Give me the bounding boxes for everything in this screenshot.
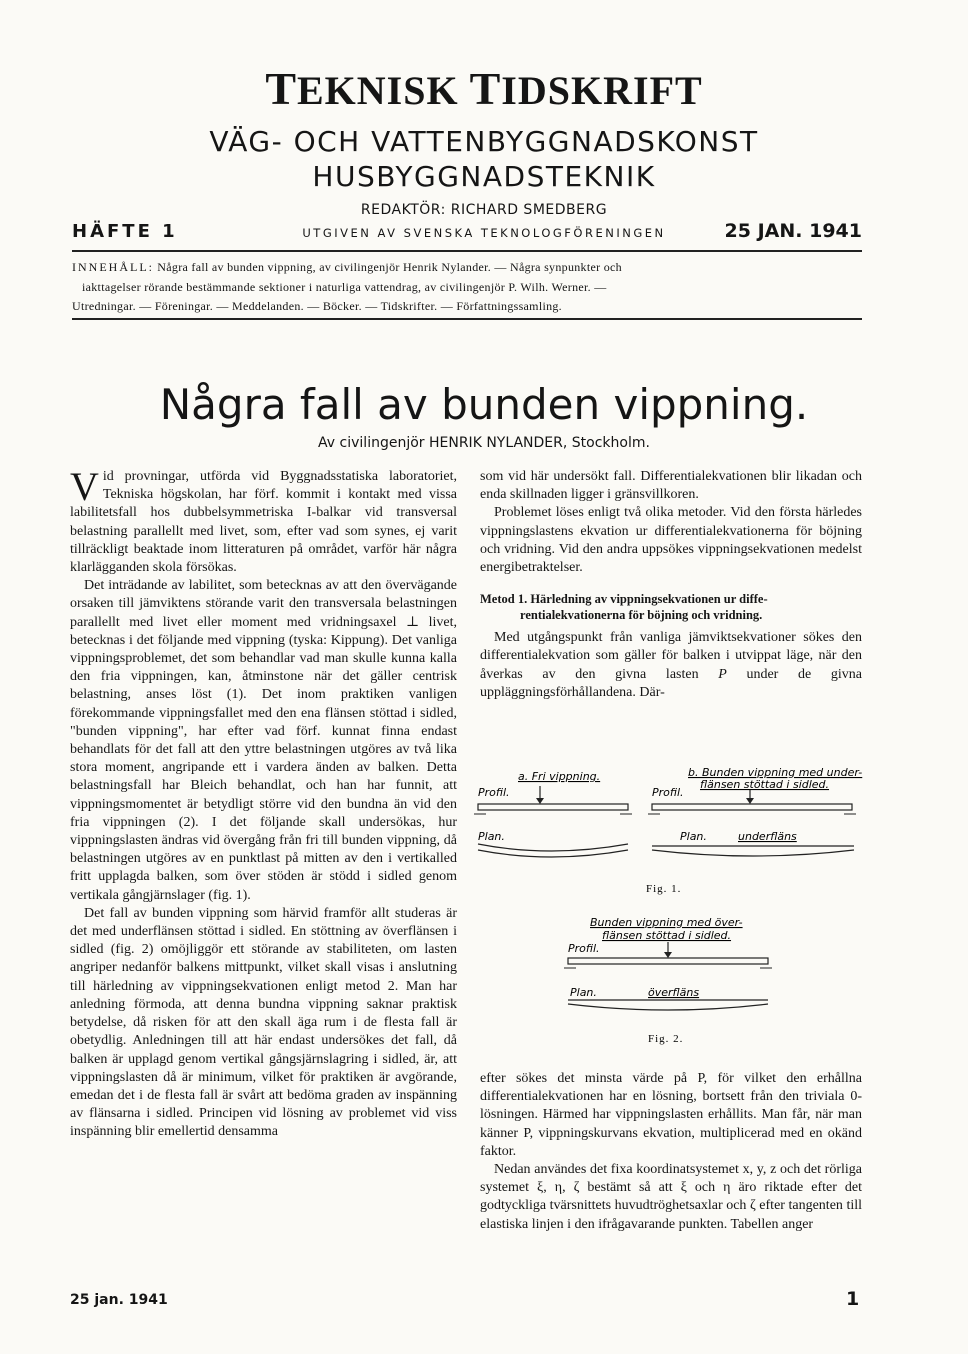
footer-date: 25 jan. 1941 bbox=[70, 1292, 168, 1308]
paragraph: Med utgångspunkt från vanliga jämviktsekvationer sökes den differentialekvation som gäller för balken i utvippat läge, när den åverkas av den givna lasten P under de givna uppläggningsförhållandena. Där- bbox=[480, 630, 862, 700]
drop-cap: V bbox=[70, 464, 99, 509]
paragraph: Det fall av bunden vippning som härvid framför allt studeras är det med underflänsen stöttad i sidled. En stöttning av överflänsen i sidled (fig. 2) omöjliggör ett störande av stabiliteten, om lasten angriper nedanför balkens mittpunkt, vilket skall visas i anslutning till härledning av vippningsekvationen enligt metod 2. Man har anledning förmoda, att denna bundna vippning saknar praktisk betydelse, då risken för att den skall äga rum i de flesta fall är obetydlig. Anledningen till att här endast undersökes det fall, då balken är upplagd genom vertikal gångsjärnslagring i sidled, är, att vippningslasten då är minimum, vilket för praktiken är avgörande, emedan det i de flesta fall är svårt att bedöma graden av inspänning av flänsarna i sidled. Principen vid lösning av problemet vid viss inspänning blir emellertid densamma bbox=[70, 905, 457, 1140]
contents-line-2: iakttagelser rörande bestämmande sektioner i naturliga vattendrag, av civilingenjör P. Wilh. Werner. — bbox=[82, 279, 607, 294]
left-column bbox=[70, 464, 457, 1142]
section-subtitle-2: HUSBYGGNADSTEKNIK bbox=[312, 160, 656, 193]
fig2-plan-label: Plan. bbox=[570, 986, 597, 999]
fig1-profil-label-b: Profil. bbox=[652, 786, 684, 799]
fig2-title-1: Bunden vippning med över- bbox=[590, 916, 743, 929]
fig1-label-b2: flänsen stöttad i sidled. bbox=[700, 778, 830, 791]
fig1-beam-profile-a bbox=[478, 804, 628, 810]
fig2-plan-curve bbox=[568, 1004, 768, 1010]
fig2-title-2: flänsen stöttad i sidled. bbox=[602, 929, 732, 942]
fig1-plan-curve-a bbox=[478, 844, 628, 851]
fig2-profil-label: Profil. bbox=[568, 942, 600, 955]
paragraph: Vid provningar, utförda vid Byggnadsstatiska laboratoriet, Tekniska högskolan, har förf. kommit i kontakt med vissa labilitetsfall hos dubbelsymmetriska I-balkar vid transversal belastning parallellt med livet, som, efter vad som synes, ej varit tillräckligt beaktade inom litteraturen på området, varför här några klarlägganden skola försökas. bbox=[70, 464, 457, 576]
paragraph: Problemet löses enligt två olika metoder. Vid den första härledes vippningslastens ekvation ur differentialekvationerna för böjning och vridning. Vid den andra uppsökes vippningsekvationen medelst energibetraktelser. bbox=[480, 505, 862, 576]
method-heading: Metod 1. Härledning av vippningsekvationen ur diffe- rentialekvationerna för böjning och vridning. bbox=[480, 592, 768, 623]
fig1-profil-label-a: Profil. bbox=[478, 786, 510, 799]
fig2-overflans-label: överfläns bbox=[648, 986, 700, 999]
fig1-beam-profile-b bbox=[652, 804, 852, 810]
figure-2 bbox=[560, 912, 780, 1048]
fig1-load-arrowhead-a bbox=[536, 798, 544, 804]
table-of-contents bbox=[72, 258, 864, 317]
fig1-caption: Fig. 1. bbox=[646, 883, 682, 895]
publisher-line: UTGIVEN AV SVENSKA TEKNOLOGFÖRENINGEN bbox=[302, 226, 666, 240]
fig1-load-arrowhead-b bbox=[746, 798, 754, 804]
issue-date: 25 JAN. 1941 bbox=[724, 220, 862, 242]
article-title: Några fall av bunden vippning. bbox=[159, 380, 809, 429]
fig1-label-b1: b. Bunden vippning med under- bbox=[688, 766, 863, 779]
editor-line: REDAKTÖR: RICHARD SMEDBERG bbox=[360, 202, 608, 218]
figure-1 bbox=[470, 758, 870, 898]
paragraph: Nedan användes det fixa koordinatsystemet x, y, z och det rörliga systemet ξ, η, ζ bestämt så att ξ och η äro riktade efter det godtyckliga tvärsnittets huvudtröghetsaxlar och ζ efter tangenten till elastiska linjen i den ifrågavarande punkten. Tabellen anger bbox=[480, 1162, 862, 1232]
header-rule-top bbox=[72, 250, 862, 252]
fig1-label-a: a. Fri vippning. bbox=[518, 770, 601, 783]
fig1-plan-label-b: Plan. bbox=[680, 830, 707, 843]
header-rule-bottom bbox=[72, 318, 862, 320]
paragraph: som vid här undersökt fall. Differentialekvationen blir likadan och enda skillnaden ligger i gränsvillkoren. bbox=[480, 469, 862, 503]
contents-line-3: Utredningar. — Föreningar. — Meddelanden. — Böcker. — Tidskrifter. — Författningssamling. bbox=[72, 299, 562, 313]
paragraph: Det inträdande av labilitet, som betecknas av att den övervägande orsaken till jämviktens störande varit den transversala belastningen parallellt med livet eller moment med vridningsaxel ⊥ livet, betecknas i det följande med vippning (tyska: Kippung). Det vanliga vippningsproblemet, det som behandlar vad man skulle kunna kalla den fria vippningen, kan, åtminstone när det gäller centrisk belastning, anses löst (1). Det inom praktiken vanligen förekommande vippningsfallet med den ena flänsen stöttad i sidled, "bunden vippning", har efter vad förf. kunnat finna endast behandlats för det fall att den yttre belastningen utgöres av två lika stora moment, angripande ett i vardera änden av balken. Detta belastningsfall har Bleich behandlat, och han har funnit, att vippningsmomentet är betydligt större vid den bundna än vid den fria vippningen (2). I det följande skall undersökas, hur vippningslasten ändras vid övergång från fri till bunden vippning, då belastningen utgöres av en punktlast på mitten av den i vertikalled fritt upplagda balken, som över stöden är stödd i sidled genom vertikala gångjärnslager (fig. 1). bbox=[70, 578, 457, 903]
fig2-load-arrowhead bbox=[664, 952, 672, 958]
fig1-underflans-label: underfläns bbox=[738, 830, 797, 843]
fig1-plan-curve-b bbox=[652, 850, 854, 856]
issue-number: HÄFTE 1 bbox=[72, 221, 178, 242]
journal-masthead: TEKNISK TIDSKRIFT bbox=[265, 63, 703, 114]
fig2-caption: Fig. 2. bbox=[648, 1033, 684, 1045]
article-byline: Av civilingenjör HENRIK NYLANDER, Stockholm. bbox=[318, 435, 650, 451]
page-number: 1 bbox=[846, 1288, 860, 1310]
section-subtitle-1: VÄG- OCH VATTENBYGGNADSKONST bbox=[209, 125, 759, 158]
right-column-top bbox=[480, 468, 862, 702]
fig2-beam-profile bbox=[568, 958, 768, 964]
right-column-bottom bbox=[480, 1070, 862, 1234]
contents-label: INNEHÅLL: bbox=[72, 260, 154, 274]
paragraph: efter sökes det minsta värde på P, för vilket den erhållna differentialekvationen har en lösning, bortsett från den triviala 0-lösningen. Härmed har vippningslasten erhållits. Man får, när man känner P, vippningskurvans ekvation, multiplicerad med en okänd faktor. bbox=[480, 1071, 862, 1159]
contents-line-1: Några fall av bunden vippning, av civilingenjör Henrik Nylander. — Några synpunkter och bbox=[157, 260, 622, 274]
fig1-plan-label-a: Plan. bbox=[478, 830, 505, 843]
